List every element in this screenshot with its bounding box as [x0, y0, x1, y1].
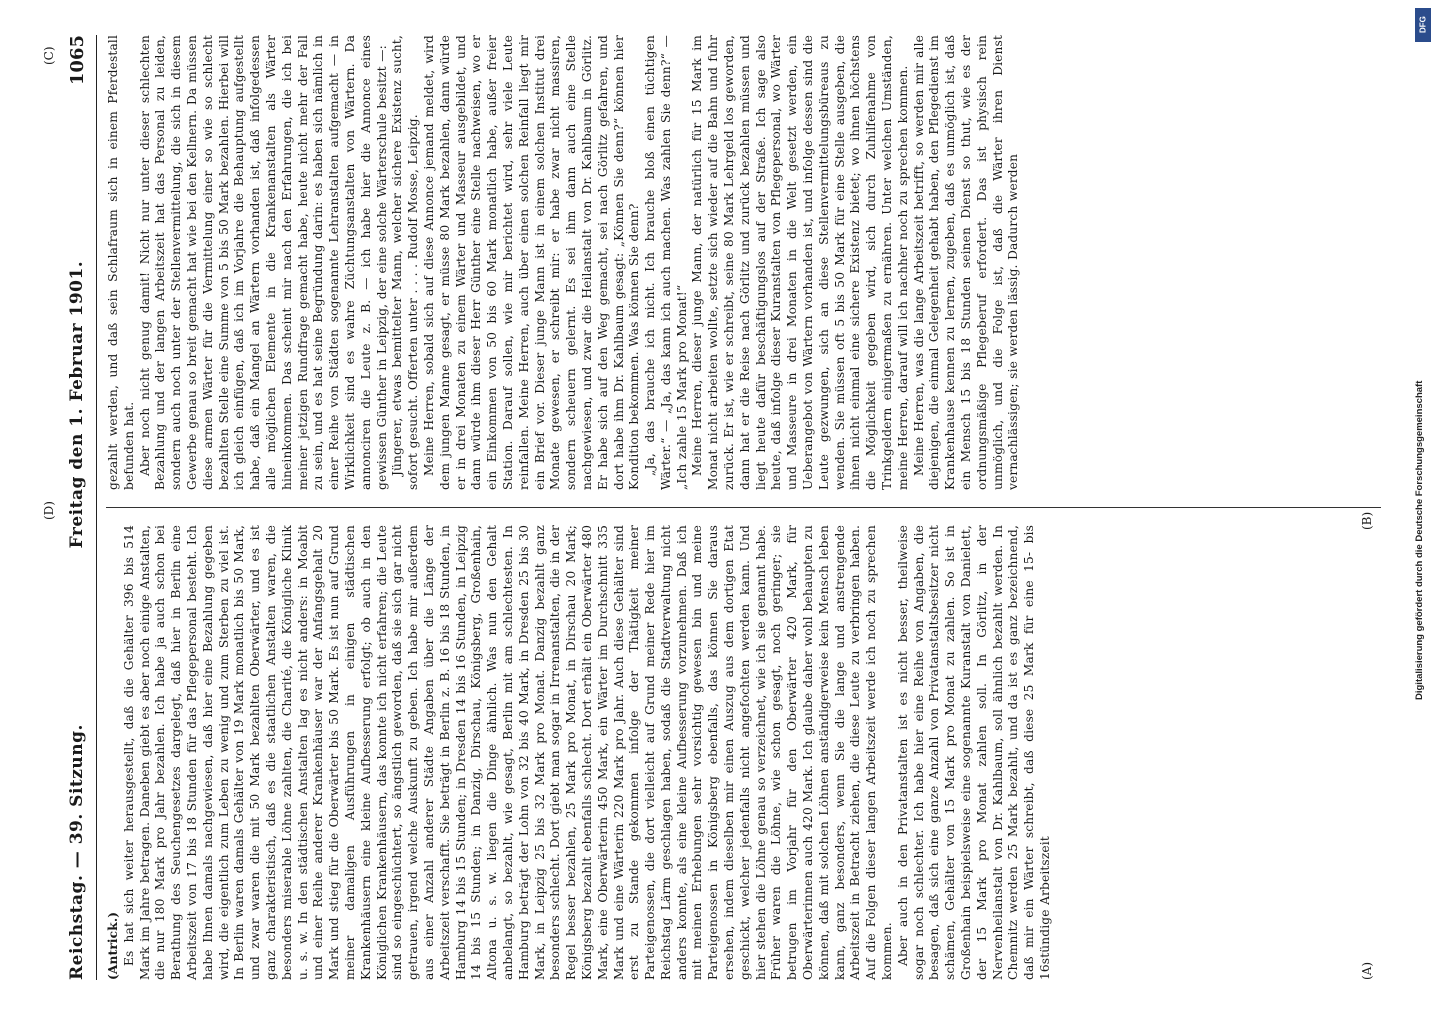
rotated-newspaper-page	[42, 35, 1390, 980]
page-header	[60, 35, 94, 980]
right-column	[106, 35, 1022, 490]
digitization-credit: Digitalisierung gefördert durch die Deutsche Forschungsgemeinschaft	[1414, 380, 1425, 700]
margin-marker-c: (C)	[42, 46, 56, 65]
header-rule	[96, 35, 97, 980]
margin-marker-d: (D)	[42, 501, 56, 520]
right-paragraph-1: gezahlt werden, und daß sein Schlafraum sich in einem Pferdestall befunden hat.	[106, 35, 136, 490]
left-paragraph-2: Aber auch in den Privatanstalten ist es nicht besser, theilweise sogar noch schlechter. Ich habe hier eine Reihe von Angaben, die besagen, daß sich eine ganze Anzahl von Privatanstaltsbesitzer nicht schämen, Gehälter von 15 Mark pro Monat zu zahlen. So ist in Großenhain beispielsweise eine sogenannte Kuranstalt von Danielett, der 15 Mark pro Monat zahlen soll. In Görlitz, in der Nervenheilanstalt von Dr. Kahlbaum, soll ähnlich bezahlt werden. In Chemnitz werden 25 Mark bezahlt, und da ist es ganz bezeichnend, daß mir ein Wärter schreibt, daß diese 25 Mark für eine 15- bis 16stündige Arbeitszeit	[895, 525, 1053, 980]
right-paragraph-5: Meine Herren, was die lange Arbeitszeit betrifft, so werden mir alle diejenigen, die einmal Gelegenheit gehabt haben, den Pflegedienst im Krankenhause kennen zu lernen, zugeben, daß es unmöglich ist, daß ein Mensch 15 bis 18 Stunden seinen Dienst so thut, wie es der ordnungsmäßige Pflegeberuf erfordert. Das ist physisch rein unmöglich, und die Folge ist, daß die Wärter ihren Dienst vernachlässigen; sie werden lässig. Dadurch werden	[911, 35, 1021, 490]
speaker-label: (Antrick.)	[106, 911, 120, 980]
right-paragraph-advert: Jüngerer, etwas bemittelter Mann, welcher sichere Existenz sucht, sofort gesucht. Offerten unter . . . . Rudolf Mosse, Leipzig.	[390, 35, 421, 490]
left-column	[106, 525, 1054, 980]
column-divider	[106, 507, 1381, 508]
header-page-number: 1065	[66, 35, 88, 86]
header-session: Reichstag. — 39. Sitzung.	[67, 724, 87, 980]
right-paragraph-2: Aber noch nicht genug damit! Nicht nur unter dieser schlechten Bezahlung und der langen Arbeitszeit hat das Personal zu leiden, sondern auch noch unter der Stellenvermittelung, die sich in diesem Gewerbe genau so breit gemacht hat wie bei den Kellnern. Da müssen diese armen Wärter für die Vermittelung einer so wie so schlecht bezahlten Stelle eine Summe von 5 bis 50 Mark bezahlen. Hierbei will ich gleich einfügen, daß ich im Vorjahre die Behauptung aufgestellt habe, daß ein Mangel an Wärtern vorhanden ist, daß infolgedessen alle möglichen Elemente in die Krankenanstalten als Wärter hineinkommen. Das scheint mir nach den Erfahrungen, die ich bei meiner jetzigen Rundfrage gemacht habe, heute nicht mehr der Fall zu sein, und es hat seine Begründung darin: es haben sich nämlich in einer Reihe von Städten sogenannte Lehranstalten aufgemacht — in Wirklichkeit sind es wahre Züchtungsanstalten von Wärtern. Da annonciren die Leute z. B. — ich habe hier die Annonce eines gewissen Günther in Leipzig, der eine solche Wärterschule besitzt —:	[137, 35, 389, 490]
right-paragraph-4: Meine Herren, dieser junge Mann, der natürlich für 15 Mark im Monat nicht arbeiten wollte, setzte sich wieder auf die Bahn und fuhr zurück. Er ist, wie er schreibt, seine 80 Mark Lehrgeld los geworden, dann hat er die Reise nach Görlitz und zurück bezahlen müssen und liegt heute dafür beschäftigungslos auf der Straße. Ich sage also heute, daß infolge dieser Kuranstalten von Pflegepersonal, wo Wärter und Masseure in drei Monaten in die Welt gesetzt werden, ein Ueberangebot von Wärtern vorhanden ist, und infolge dessen sind die Leute gezwungen, sich an diese Stellenvermittelungsbüreaus zu wenden. Sie müssen oft 5 bis 50 Mark für eine Stelle ausgeben, die ihnen nicht einmal eine sichere Existenz bietet; wo ihnen höchstens die Möglichkeit gegeben wird, sich durch Zuhilfenahme von Trinkgeldern einigermaßen zu ernähren. Unter welchen Umständen, meine Herren, darauf will ich nachher noch zu sprechen kommen.	[690, 35, 910, 490]
dfg-logo: DFG	[1415, 8, 1431, 42]
header-date: Freitag den 1. Februar 1901.	[67, 260, 87, 549]
right-paragraph-3: Meine Herren, sobald sich auf diese Annonce jemand meldet, wird dem jungen Manne gesagt, er müsse 80 Mark bezahlen, dann würde er in drei Monaten zu einem Wärter und Masseur ausgebildet, und dann würde ihm dieser Herr Günther eine Stelle nachweisen, wo er ein Einkommen von 50 bis 60 Mark monatlich habe, außer freier Station. Darauf sollen, wie mir berichtet wird, sehr viele Leute reinfallen. Meine Herren, auch über einen solchen Reinfall liegt mir ein Brief vor. Dieser junge Mann ist in einem solchen Institut drei Monate gewesen, er schreibt mir: er habe zwar nicht massiren, sondern scheuern gelernt. Es sei ihm dann auch eine Stelle nachgewiesen, und zwar die Heilanstalt von Dr. Kahlbaum in Görlitz. Er habe sich auf den Weg gemacht, sei nach Görlitz gefahren, und dort habe ihm Dr. Kahlbaum gesagt: „Können Sie denn?“ können hier Kondition bekommen. Was können Sie denn?	[421, 35, 642, 490]
margin-marker-b: (B)	[1360, 511, 1374, 530]
left-paragraph-1: Es hat sich weiter herausgestellt, daß die Gehälter 396 bis 514 Mark im Jahre betragen. Daneben giebt es aber noch einige Anstalten, die nur 180 Mark pro Jahr bezahlen. Ich habe ja auch schon bei Berathung des Seuchengesetzes dargelegt, daß hier in Berlin eine Arbeitszeit von 17 bis 18 Stunden für das Pflegepersonal besteht. Ich habe Ihnen damals nachgewiesen, daß hier eine Bezahlung gegeben wird, die eigentlich zum Leben zu wenig und zum Sterben zu viel ist. In Berlin waren damals Gehälter von 19 Mark monatlich bis 50 Mark, und zwar waren die mit 50 Mark bezahlten Oberwärter, und es ist ganz charakteristisch, daß es die staatlichen Anstalten waren, die besonders miserable Löhne zahlten, die Charité, die Königliche Klinik u. s. w. In den städtischen Anstalten lag es nicht anders: in Moabit und einer Reihe anderer Krankenhäuser war der Anfangsgehalt 20 Mark und stieg für die Oberwärter bis 50 Mark. Es ist nun auf Grund meiner damaligen Ausführungen in einigen städtischen Krankenhäusern eine kleine Aufbesserung erfolgt; ob auch in den Königlichen Krankenhäusern, das konnte ich nicht erfahren; die Leute sind so eingeschüchtert, so ängstlich geworden, daß sie sich gar nicht getrauen, irgend welche Auskunft zu geben. Ich habe mir außerdem aus einer Anzahl anderer Städte Angaben über die Länge der Arbeitszeit verschafft. Sie beträgt in Berlin z. B. 16 bis 18 Stunden, in Hamburg 14 bis 15 Stunden; in Dresden 14 bis 16 Stunden, in Leipzig 14 bis 15 Stunden; in Danzig, Dirschau, Königsberg, Großenhain, Altona u. s. w. liegen die Dinge ähnlich. Was nun den Gehalt anbelangt, so bezahlt, wie gesagt, Berlin mit am schlechtesten. In Hamburg beträgt der Lohn von 32 bis 40 Mark, in Dresden 25 bis 30 Mark, in Leipzig 25 bis 32 Mark pro Monat. Danzig bezahlt ganz besonders schlecht. Dort giebt man sogar in Irrenanstalten, die in der Regel besser bezahlen, 25 Mark pro Monat, in Dirschau 20 Mark; Königsberg bezahlt ebenfalls schlecht. Dort erhält ein Oberwärter 480 Mark, eine Oberwärterin 450 Mark, ein Wärter im Durchschnitt 335 Mark und eine Wärterin 220 Mark pro Jahr. Auch diese Gehälter sind erst zu Stande gekommen infolge der Thätigkeit meiner Parteigenossen, die dort vielleicht auf Grund meiner Rede hier im Reichstag Lärm geschlagen haben, sodaß die Stadtverwaltung nicht anders konnte, als eine kleine Aufbesserung vorzunehmen. Daß ich mit meinen Erhebungen sehr vorsichtig gewesen bin und meine Parteigenossen in Königsberg ebenfalls, das können Sie daraus ersehen, indem dieselben mir einen Auszug aus dem dortigen Etat geschickt, welcher jedenfalls nicht angefochten werden kann. Und hier stehen die Löhne genau so verzeichnet, wie ich sie genannt habe. Früher waren die Löhne, wie schon gesagt, noch geringer; sie betrugen im Vorjahr für den Oberwärter 420 Mark, für Oberwärterinnen auch 420 Mark. Ich glaube daher wohl behaupten zu können, daß mit solchen Löhnen anständigerweise kein Mensch leben kann, ganz besonders, wenn Sie die lange und anstrengende Arbeitszeit in Betracht ziehen, die diese Leute zu verbringen haben. Auf die Folgen dieser langen Arbeitszeit werde ich noch zu sprechen kommen.	[121, 525, 895, 980]
margin-marker-a: (A)	[1360, 961, 1374, 980]
right-paragraph-dialogue: „Ja, das brauche ich nicht. Ich brauche bloß einen tüchtigen Wärter.“ — „Ja, das kann ich auch machen. Was zahlen Sie denn?“ — „Ich zahle 15 Mark pro Monat!“	[643, 35, 689, 490]
